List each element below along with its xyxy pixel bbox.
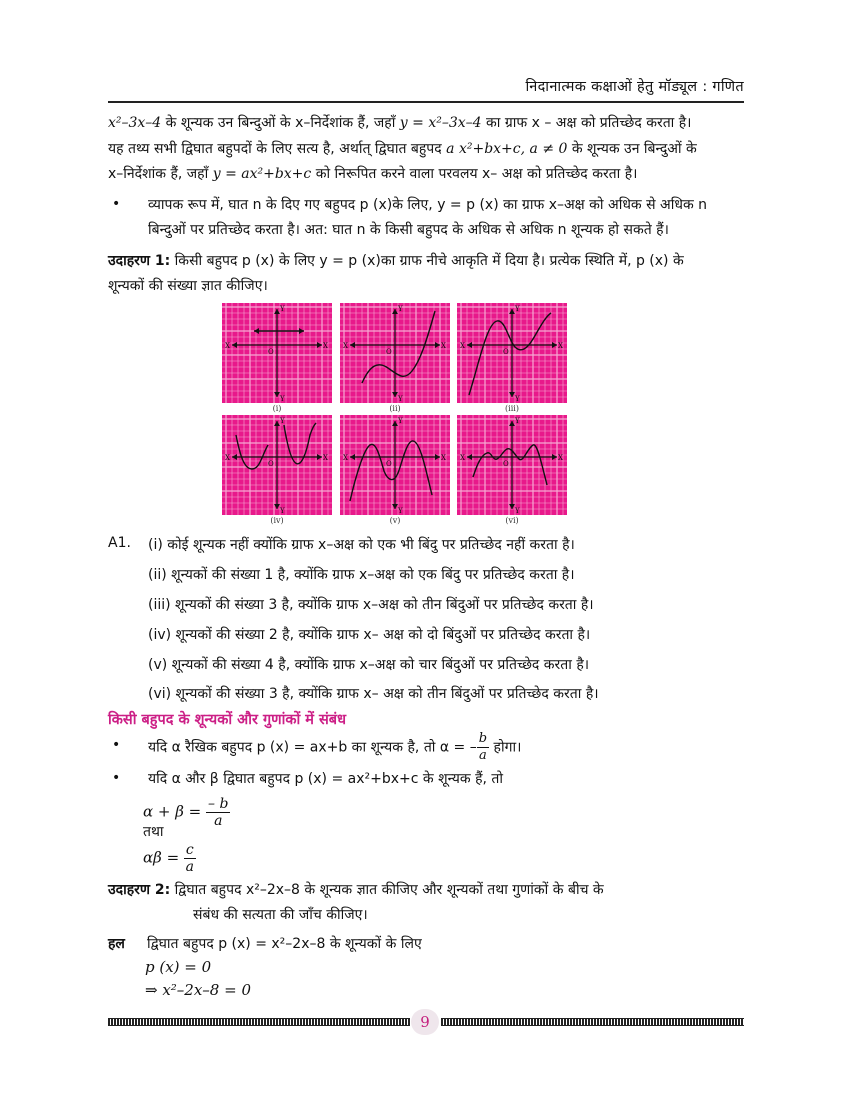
- graph-caption: (i): [272, 404, 282, 413]
- solution-line-3: ⇒ x²–2x–8 = 0: [145, 981, 252, 999]
- page-number: 9: [411, 1009, 439, 1035]
- x-neg-label: X: [343, 454, 348, 462]
- answers-label: A1.: [108, 535, 131, 551]
- tatha-text: तथा: [143, 824, 164, 840]
- y-neg-label: Y: [280, 507, 285, 515]
- origin-label: O: [503, 460, 509, 468]
- product-lhs: αβ =: [143, 848, 180, 867]
- intro-text-c: यह तथ्य सभी द्विघात बहुपदों के लिए सत्य है, अर्थात् द्विघात बहुपद: [108, 141, 447, 157]
- answer-item-2: (ii) शून्यकों की संख्या 1 है, क्योंकि ग्राफ x–अक्ष को एक बिंदु पर प्रतिच्छेद करता है।: [148, 567, 575, 583]
- intro-line-3: [108, 163, 748, 186]
- x-neg-label: X: [343, 342, 348, 350]
- linear-zero-tail: होगा।: [489, 739, 522, 756]
- intro-line-1: [108, 112, 748, 135]
- bullet1-line-1: व्यापक रूप में, घात n के दिए गए बहुपद p (x)के लिए, y = p (x) का ग्राफ x–अक्ष को अधिक से अधिक n: [148, 197, 708, 213]
- x-label: X: [323, 454, 328, 462]
- y-neg-label: Y: [280, 395, 285, 403]
- solution-line-2: p (x) = 0: [145, 958, 212, 976]
- polynomial-graph-4: [222, 415, 332, 515]
- y-neg-label: Y: [515, 395, 520, 403]
- solution-line-1: [108, 933, 748, 956]
- fraction-numerator: c: [185, 842, 194, 858]
- answer-item-3: (iii) शून्यकों की संख्या 3 है, क्योंकि ग्राफ x–अक्ष को तीन बिंदुओं पर प्रतिच्छेद करता है।: [148, 597, 594, 613]
- intro-general-quadratic: a x²+bx+c, a ≠ 0: [446, 141, 568, 157]
- answer-item-6: (vi) शून्यकों की संख्या 3 है, क्योंकि ग्राफ x– अक्ष को तीन बिंदुओं पर प्रतिच्छेद करता है।: [148, 686, 599, 702]
- x-label: X: [441, 454, 446, 462]
- example2-line-1: [108, 879, 748, 902]
- origin-label: O: [268, 348, 274, 356]
- linear-zero-line: [148, 731, 748, 764]
- y-label: Y: [515, 305, 520, 313]
- intro-polynomial: x²–3x–4: [108, 115, 162, 131]
- example2-text: द्विघात बहुपद x²–2x–8 के शून्यक ज्ञात कीजिए और शून्यकों तथा गुणांकों के बीच के: [170, 882, 604, 898]
- x-neg-label: X: [225, 342, 230, 350]
- example2-label: उदाहरण 2:: [108, 882, 171, 898]
- polynomial-graph-1: [222, 303, 332, 403]
- x-label: X: [558, 454, 563, 462]
- origin-label: O: [503, 348, 509, 356]
- origin-label: O: [386, 460, 392, 468]
- solution-label: हल: [108, 936, 125, 952]
- example1-line-1: [108, 250, 748, 273]
- y-label: Y: [280, 417, 285, 425]
- linear-zero-fraction: [477, 731, 489, 764]
- example1-text: किसी बहुपद p (x) के लिए y = p (x)का ग्राफ नीचे आकृति में दिया है। प्रत्येक स्थिति में, p (x) के: [170, 253, 684, 269]
- example1-label: उदाहरण 1:: [108, 253, 171, 269]
- footer-rule-right: [441, 1018, 744, 1026]
- intro-line-2: [108, 138, 748, 161]
- intro-text-b: का ग्राफ x – अक्ष को प्रतिच्छेद करता है।: [481, 115, 692, 131]
- x-neg-label: X: [460, 342, 465, 350]
- x-label: X: [558, 342, 563, 350]
- x-label: X: [441, 342, 446, 350]
- intro-text-f: को निरूपित करने वाला परवलय x– अक्ष को प्रतिच्छेद करता है।: [311, 166, 638, 182]
- origin-label: O: [268, 460, 274, 468]
- linear-zero-text: यदि α रैखिक बहुपद p (x) = ax+b का शून्यक है, तो α = –: [148, 739, 477, 756]
- fraction-numerator: – b: [208, 796, 229, 812]
- example1-line-2: शून्यकों की संख्या ज्ञात कीजिए।: [108, 278, 268, 294]
- intro-text-a: के शून्यक उन बिन्दुओं के x–निर्देशांक हैं, जहाँ: [161, 115, 400, 131]
- intro-parabola-eq: y = ax²+bx+c: [212, 166, 312, 182]
- graph-caption: (ii): [389, 404, 401, 413]
- product-fraction: [184, 842, 196, 875]
- solution-text: द्विघात बहुपद p (x) = x²–2x–8 के शून्यकों के लिए: [146, 936, 422, 952]
- graph-caption: (iii): [505, 404, 519, 413]
- y-label: Y: [280, 305, 285, 313]
- y-label: Y: [515, 417, 520, 425]
- graph-caption: (vi): [505, 516, 519, 525]
- fraction-numerator: b: [478, 731, 488, 746]
- x-neg-label: X: [225, 454, 230, 462]
- answer-item-4: (iv) शून्यकों की संख्या 2 है, क्योंकि ग्राफ x– अक्ष को दो बिंदुओं पर प्रतिच्छेद करता है।: [148, 627, 591, 643]
- polynomial-graph-3: [457, 303, 567, 403]
- bullet-symbol: •: [112, 196, 121, 212]
- y-neg-label: Y: [515, 507, 520, 515]
- x-label: X: [323, 342, 328, 350]
- intro-equation: y = x²–3x–4: [399, 115, 482, 131]
- x-neg-label: X: [460, 454, 465, 462]
- graph-caption: (v): [389, 516, 401, 525]
- bullet1-line-2: बिन्दुओं पर प्रतिच्छेद करता है। अत: घात n के किसी बहुपद के अधिक से अधिक n शून्यक हो सकते हैं।: [148, 222, 669, 238]
- product-of-zeros: [143, 842, 196, 875]
- fraction-denominator: a: [214, 813, 223, 829]
- bullet-symbol: •: [112, 770, 121, 786]
- y-neg-label: Y: [398, 395, 403, 403]
- polynomial-graph-2: [340, 303, 450, 403]
- polynomial-graph-6: [457, 415, 567, 515]
- section-heading: किसी बहुपद के शून्यकों और गुणांकों में संबंध: [108, 712, 347, 728]
- header-rule: [108, 101, 744, 103]
- y-label: Y: [398, 417, 403, 425]
- y-neg-label: Y: [398, 507, 403, 515]
- y-label: Y: [398, 305, 403, 313]
- footer-rule-left: [108, 1018, 410, 1026]
- fraction-denominator: a: [185, 859, 195, 875]
- running-header: निदानात्मक कक्षाओं हेतु मॉड्यूल : गणित: [525, 79, 744, 95]
- bullet-symbol: •: [112, 737, 121, 753]
- origin-label: O: [386, 348, 392, 356]
- fraction-denominator: a: [479, 748, 487, 763]
- polynomial-graph-5: [340, 415, 450, 515]
- example2-line-2: संबंध की सत्यता की जाँच कीजिए।: [193, 907, 368, 923]
- intro-text-e: x–निर्देशांक हैं, जहाँ: [108, 166, 213, 182]
- answer-item-1: (i) कोई शून्यक नहीं क्योंकि ग्राफ x–अक्ष को एक भी बिंदु पर प्रतिच्छेद नहीं करता है।: [148, 537, 575, 553]
- answer-item-5: (v) शून्यकों की संख्या 4 है, क्योंकि ग्राफ x–अक्ष को चार बिंदुओं पर प्रतिच्छेद करता है।: [148, 657, 590, 673]
- quadratic-zeros-line: यदि α और β द्विघात बहुपद p (x) = ax²+bx+c के शून्यक हैं, तो: [148, 771, 504, 787]
- sum-lhs: α + β =: [143, 802, 202, 821]
- intro-text-d: के शून्यक उन बिन्दुओं के: [567, 141, 697, 157]
- graph-caption: (iv): [270, 516, 284, 525]
